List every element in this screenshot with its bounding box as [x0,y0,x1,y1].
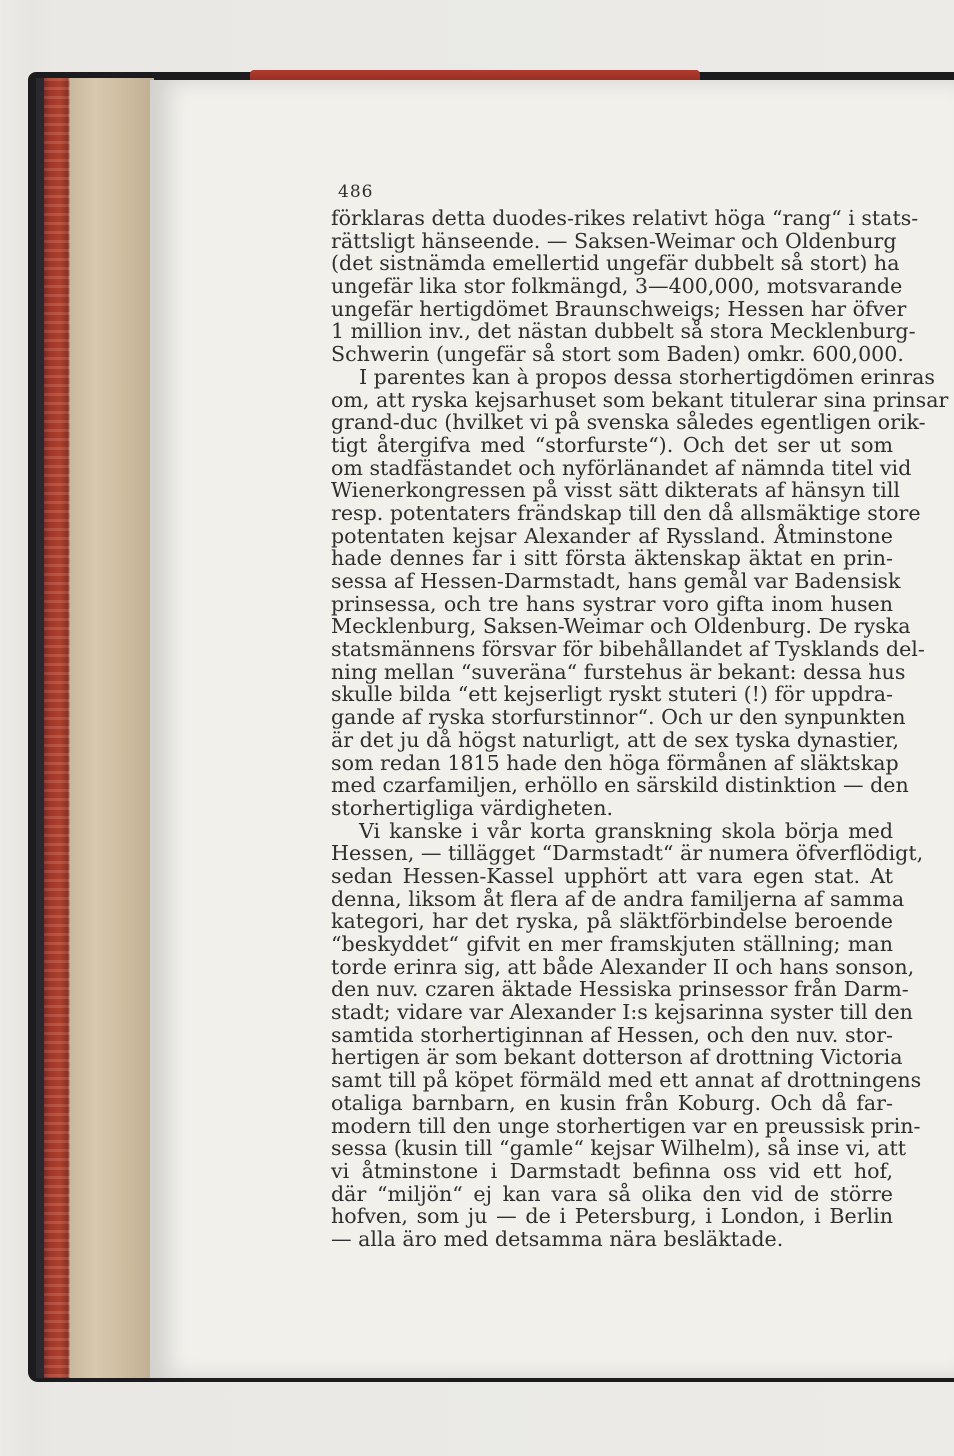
text-line: otaliga barnbarn, en kusin från Koburg. Och då far- [331,1090,893,1115]
text-line: denna, liksom åt flera af de andra familjerna af samma [331,886,905,911]
text-line: ning mellan “suveräna“ furstehus är bekant: dessa hus [331,659,906,684]
text-line: sessa af Hessen-Darmstadt, hans gemål var Badensisk [331,569,901,593]
text-line: Vi kanske i vår korta granskning skola börja med [359,818,893,843]
text-line: rättsligt hänseende. — Saksen-Weimar och Oldenburg [331,228,897,253]
text-line: kategori, har det ryska, på släktförbindelse beroende [331,909,893,934]
text-line: skulle bilda “ett kejserligt ryskt stuteri (!) för uppdra- [331,682,893,707]
text-line: Schwerin (ungefär så stort som Baden) omkr. 600,000. [331,342,904,367]
text-line: torde erinra sig, att både Alexander II och hans sonson, [331,954,915,979]
text-line: prinsessa, och tre hans systrar voro gifta inom husen [331,591,893,616]
text-line: samtida storhertiginnan af Hessen, och den nuv. stor- [331,1022,893,1047]
text-line: om stadfästandet och nyförlänandet af nämnda titel vid [331,455,912,480]
text-line: sedan Hessen-Kassel upphört att vara egen stat. At [331,863,893,888]
text-line: Wienerkongressen på visst sätt dikterats af hänsyn till [331,478,901,503]
body-text [331,206,949,1251]
text-line: “beskyddet“ gifvit en mer framskjuten ställning; man [331,932,893,956]
text-line: hade dennes far i sitt första äktenskap äktat en prin- [331,546,893,571]
text-line: med czarfamiljen, erhöllo en särskild distinktion — den [331,773,909,798]
text-line: potentaten kejsar Alexander af Ryssland. Åtminstone [331,523,893,548]
text-line: den nuv. czaren äktade Hessiska prinsessor från Darm- [331,977,909,1002]
text-line: som redan 1815 hade den höga förmånen af släktskap [331,750,899,775]
text-line: resp. potentaters frändskap till den då allsmäktige store [331,500,921,525]
text-line: modern till den unge storhertigen var en preussisk prin- [331,1113,921,1138]
text-line: statsmännens försvar för bibehållandet af Tysklands del- [331,637,925,662]
text-line: gande af ryska storfurstinnor“. Och ur den synpunkten [331,705,906,730]
text-line: sessa (kusin till “gamle“ kejsar Wilhelm), så inse vi, att [331,1136,907,1161]
text-line: förklaras detta duodes-rikes relativt höga “rang“ i stats- [331,206,919,230]
text-line: vi åtminstone i Darmstadt befinna oss vid ett hof, [331,1158,893,1183]
text-line: grand-duc (hvilket vi på svenska således egentligen orik- [331,410,926,435]
text-line: I parentes kan à propos dessa storhertigdömen erinras [359,364,935,389]
text-line: är det ju då högst naturligt, att de sex tyska dynastier, [331,727,900,752]
text-line: där “miljön“ ej kan vara så olika den vid de större [331,1181,893,1206]
text-line: Mecklenburg, Saksen-Weimar och Oldenburg. De ryska [331,614,911,639]
text-line: ungefär lika stor folkmängd, 3—400,000, motsvarande [331,274,903,299]
page-number: 486 [338,182,374,202]
text-line: storhertigliga värdigheten. [331,795,614,820]
text-line: ungefär hertigdömet Braunschweigs; Hessen har öfver [331,296,907,321]
text-line: hofven, som ju — de i Petersburg, i London, i Berlin [331,1204,893,1229]
text-line: samt till på köpet förmäld med ett annat af drottningens [331,1068,922,1093]
text-line: om, att ryska kejsarhuset som bekant titulerar sina prinsar [331,387,949,412]
text-line: stadt; vidare var Alexander I:s kejsarinna syster till den [331,1000,913,1025]
text-line: — alla äro med detsamma nära besläktade. [331,1226,784,1251]
page-stack-edge [36,78,154,1378]
text-line: 1 million inv., det nästan dubbelt så stora Mecklenburg- [331,319,916,344]
text-line: tigt återgifva med “storfurste“). Och det ser ut som [331,432,893,457]
text-line: Hessen, — tillägget “Darmstadt“ är numera öfverflödigt, [331,841,924,866]
text-line: (det sistnämda emellertid ungefär dubbelt så stort) ha [331,251,900,276]
text-line: hertigen är som bekant dotterson af drottning Victoria [331,1045,903,1070]
